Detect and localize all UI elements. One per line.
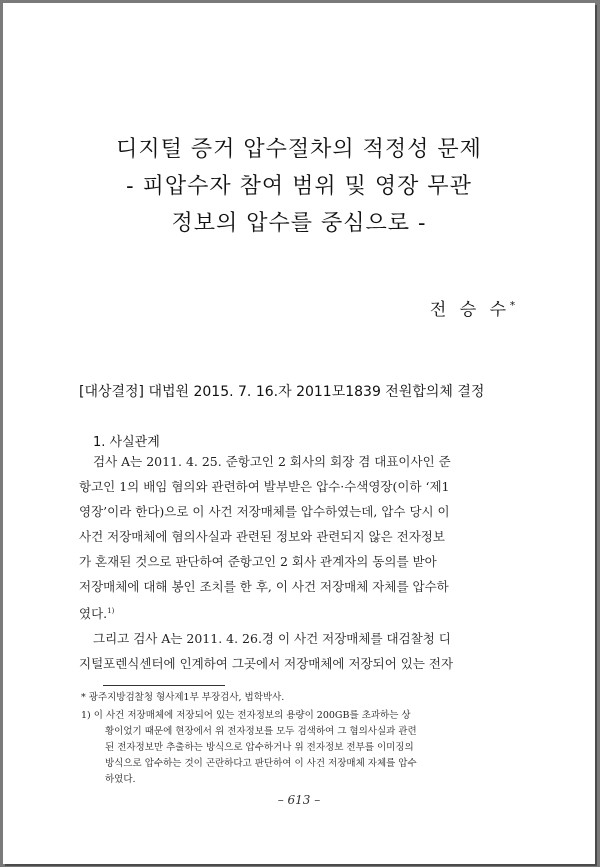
- body-line: 지털포렌식센터에 인계하여 그곳에서 저장매체에 저장되어 있는 전자: [79, 656, 454, 672]
- footnote-line: 하였다.: [105, 774, 136, 785]
- body-line: 저장매체에 대해 봉인 조치를 한 후, 이 사건 저장매체 자체를 압수하: [79, 579, 449, 594]
- author-name: 전 승 수: [429, 300, 510, 320]
- footnote-ref: 1): [107, 607, 115, 615]
- body-line: 그리고 검사 A는 2011. 4. 26.경 이 사건 저장매체를 대검찰청 디: [93, 631, 451, 647]
- body-line: 검사 A는 2011. 4. 25. 준항고인 2 회사의 회장 겸 대표이사인 준: [93, 454, 451, 469]
- author: [430, 295, 515, 320]
- paper-title: [3, 131, 595, 242]
- document-page: [3, 3, 595, 864]
- title-line-2: - 피압수자 참여 범위 및 영장 무관: [126, 174, 472, 199]
- footnote-author: * 광주지방검찰청 형사제1부 부장검사, 법학박사.: [81, 692, 285, 703]
- footnote-divider: [103, 685, 225, 686]
- page-number: – 613 –: [277, 793, 321, 807]
- title-line-3: 정보의 압수를 중심으로 -: [171, 211, 427, 236]
- body-text: [79, 449, 525, 676]
- body-line: 영장’이라 한다)으로 이 사건 저장매체를 압수하였는데, 압수 당시 이: [79, 504, 450, 519]
- footnote-line: 방식으로 압수하는 것이 곤란하다고 판단하여 이 사건 저장매체 자체를 압수: [105, 758, 417, 769]
- title-line-1: 디지털 증거 압수절차의 적정성 문제: [116, 137, 482, 162]
- author-footnote-mark: *: [510, 300, 515, 312]
- body-line: 항고인 1의 배임 혐의와 관련하여 발부받은 압수·수색영장(이하 ‘제1: [79, 479, 450, 494]
- footnote-line: 1) 이 사건 저장매체에 저장되어 있는 전자정보의 용량이 200GB를 초과하는 상: [81, 710, 411, 721]
- body-line: 가 혼재된 것으로 판단하여 준항고인 2 회사 관계자의 동의를 받아: [79, 554, 437, 569]
- case-heading: [대상결정] 대법원 2015. 7. 16.자 2011모1839 전원합의체 결정: [79, 384, 485, 400]
- body-line: 사건 저장매체에 혐의사실과 관련된 정보와 관련되지 않은 전자정보: [79, 529, 445, 544]
- body-line-last: [79, 599, 525, 626]
- footnote-line: 황이었기 때문에 현장에서 위 전자정보를 모두 검색하여 그 혐의사실과 관련: [105, 726, 417, 737]
- section-heading: 1. 사실관계: [93, 435, 160, 450]
- body-line-text: 였다.: [79, 606, 108, 622]
- footnote-line: 된 전자정보만 추출하는 방식으로 압수하거나 위 전자정보 전부를 이미징의: [105, 742, 414, 753]
- footnote-1: [81, 708, 521, 788]
